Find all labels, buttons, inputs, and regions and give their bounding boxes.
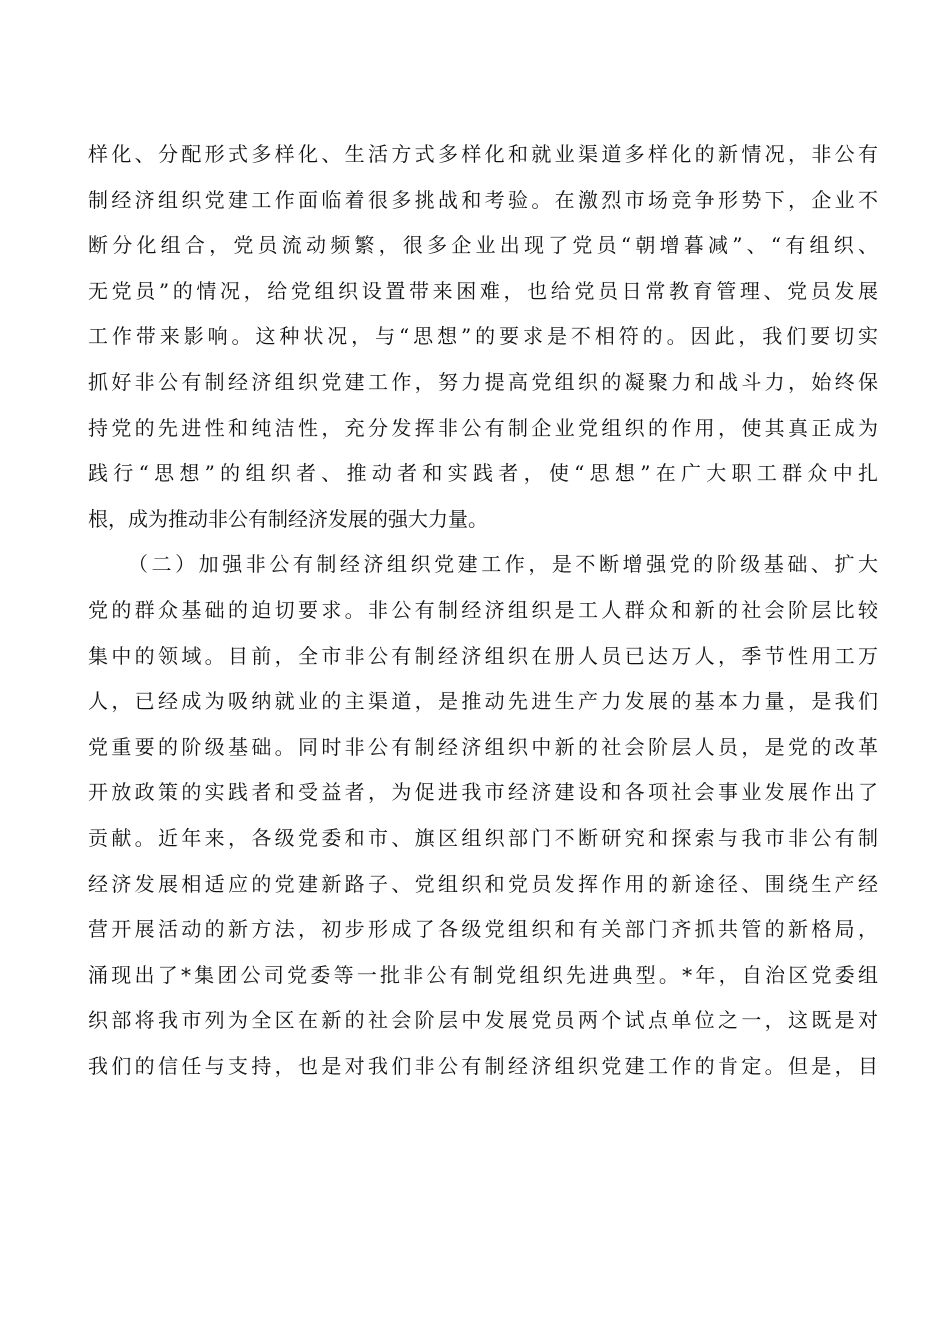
paragraph-line: 我们的信任与支持，也是对我们非公有制经济组织党建工作的肯定。但是，目 [88, 1053, 878, 1078]
paragraph-line: 党重要的阶级基础。同时非公有制经济组织中新的社会阶层人员，是党的改革 [88, 734, 878, 759]
paragraph-line: 营开展活动的新方法，初步形成了各级党组织和有关部门齐抓共管的新格局， [88, 917, 878, 942]
paragraph-line: 无党员”的情况，给党组织设置带来困难，也给党员日常教育管理、党员发展 [88, 278, 878, 303]
paragraph-line: 践行“思想”的组织者、推动者和实践者，使“思想”在广大职工群众中扎 [88, 461, 878, 486]
paragraph-line: （二）加强非公有制经济组织党建工作，是不断增强党的阶级基础、扩大 [128, 552, 878, 577]
paragraph-line: 样化、分配形式多样化、生活方式多样化和就业渠道多样化的新情况，非公有 [88, 142, 878, 166]
paragraph-line: 人，已经成为吸纳就业的主渠道，是推动先进生产力发展的基本力量，是我们 [88, 689, 878, 714]
paragraph-2 [88, 542, 878, 1089]
paragraph-line: 工作带来影响。这种状况，与“思想”的要求是不相符的。因此，我们要切实 [88, 324, 878, 349]
paragraph-line: 开放政策的实践者和受益者，为促进我市经济建设和各项社会事业发展作出了 [88, 780, 878, 805]
paragraph-line: 根，成为推动非公有制经济发展的强大力量。 [88, 506, 488, 531]
paragraph-line: 抓好非公有制经济组织党建工作，努力提高党组织的凝聚力和战斗力，始终保 [88, 369, 878, 394]
paragraph-line: 织部将我市列为全区在新的社会阶层中发展党员两个试点单位之一，这既是对 [88, 1008, 878, 1033]
paragraph-line: 经济发展相适应的党建新路子、党组织和党员发挥作用的新途径、围绕生产经 [88, 871, 878, 896]
document-body [88, 132, 878, 1089]
paragraph-line: 持党的先进性和纯洁性，充分发挥非公有制企业党组织的作用，使其真正成为 [88, 415, 878, 440]
paragraph-line: 涌现出了*集团公司党委等一批非公有制党组织先进典型。*年，自治区党委组 [88, 962, 878, 987]
paragraph-1 [88, 132, 878, 542]
paragraph-line: 集中的领域。目前，全市非公有制经济组织在册人员已达万人，季节性用工万 [88, 643, 878, 668]
paragraph-line: 贡献。近年来，各级党委和市、旗区组织部门不断研究和探索与我市非公有制 [88, 825, 878, 850]
paragraph-line: 制经济组织党建工作面临着很多挑战和考验。在激烈市场竞争形势下，企业不 [88, 187, 878, 212]
paragraph-line: 党的群众基础的迫切要求。非公有制经济组织是工人群众和新的社会阶层比较 [88, 597, 878, 622]
paragraph-line: 断分化组合，党员流动频繁，很多企业出现了党员“朝增暮减”、“有组织、 [88, 233, 878, 258]
